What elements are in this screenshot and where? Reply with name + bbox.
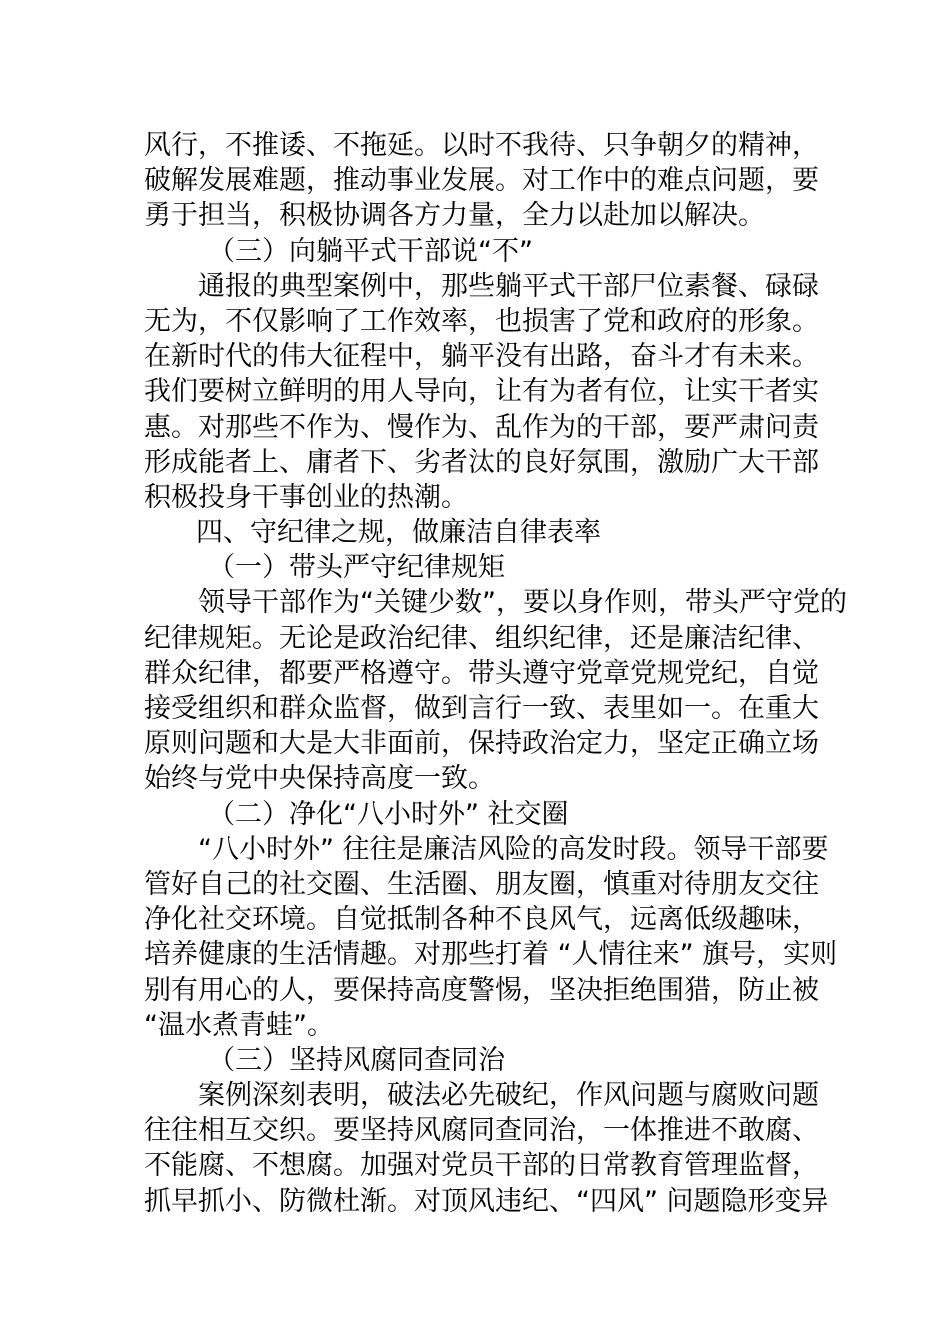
paragraph-line: 领导干部作为“关键少数”，要以身作则，带头严守党的 [198,587,847,619]
paragraph-line: 案例深刻表明，破法必先破纪，作风问题与腐败问题 [198,1080,819,1112]
paragraph-line: 形成能者上、庸者下、劣者汰的良好氛围，激励广大干部 [144,446,819,478]
paragraph-line: 原则问题和大是大非面前，保持政治定力，坚定正确立场 [144,728,819,760]
paragraph-line: 接受组织和群众监督，做到言行一致、表里如一。在重大 [144,693,819,724]
paragraph-line: 纪律规矩。无论是政治纪律、组织纪律，还是廉洁纪律、 [144,622,819,654]
paragraph-line: 净化社交环境。自觉抵制各种不良风气，远离低级趣味， [144,904,819,936]
paragraph-line: 在新时代的伟大征程中，躺平没有出路，奋斗才有未来。 [144,341,819,373]
paragraph-line: 培养健康的生活情趣。对那些打着 “人情往来” 旗号，实则 [144,939,838,971]
paragraph-line: 我们要树立鲜明的用人导向，让有为者有位，让实干者实 [144,376,819,408]
paragraph-line: 管好自己的社交圈、生活圈、朋友圈，慎重对待朋友交往 [144,868,819,900]
section-heading: 四、守纪律之规，做廉洁自律表率 [196,517,601,549]
paragraph-line: 抓早抓小、防微杜渐。对顶风违纪、“四风” 问题隐形变异 [144,1185,829,1217]
section-heading: （三）坚持风腐同查同治 [208,1044,505,1076]
paragraph-line: 积极投身干事创业的热潮。 [144,481,468,513]
paragraph-line: 惠。对那些不作为、慢作为、乱作为的干部，要严肃问责 [144,411,819,443]
paragraph-line: 通报的典型案例中，那些躺平式干部尸位素餐、碌碌 [198,270,819,302]
paragraph-line: 破解发展难题，推动事业发展。对工作中的难点问题，要 [144,165,819,197]
paragraph-line: 往往相互交织。要坚持风腐同查同治，一体推进不敢腐、 [144,1115,819,1147]
paragraph-line: 始终与党中央保持高度一致。 [144,763,495,795]
section-heading: （二）净化“八小时外” 社交圈 [208,798,569,830]
paragraph-line: 勇于担当，积极协调各方力量，全力以赴加以解决。 [144,200,765,232]
paragraph-line: 风行，不推诿、不拖延。以时不我待、只争朝夕的精神， [144,130,819,161]
paragraph-line: “温水煮青蛙”。 [144,1009,334,1041]
section-heading: （一）带头严守纪律规矩 [208,552,505,584]
paragraph-line: “八小时外” 往往是廉洁风险的高发时段。领导干部要 [198,833,829,865]
section-heading: （三）向躺平式干部说“不” [208,235,533,267]
paragraph-line: 别有用心的人，要保持高度警惕，坚决拒绝围猎，防止被 [144,974,819,1006]
paragraph-line: 无为，不仅影响了工作效率，也损害了党和政府的形象。 [144,305,819,337]
document-body [144,128,847,1219]
paragraph-line: 群众纪律，都要严格遵守。带头遵守党章党规党纪，自觉 [144,657,819,689]
paragraph-line: 不能腐、不想腐。加强对党员干部的日常教育管理监督， [144,1150,819,1182]
